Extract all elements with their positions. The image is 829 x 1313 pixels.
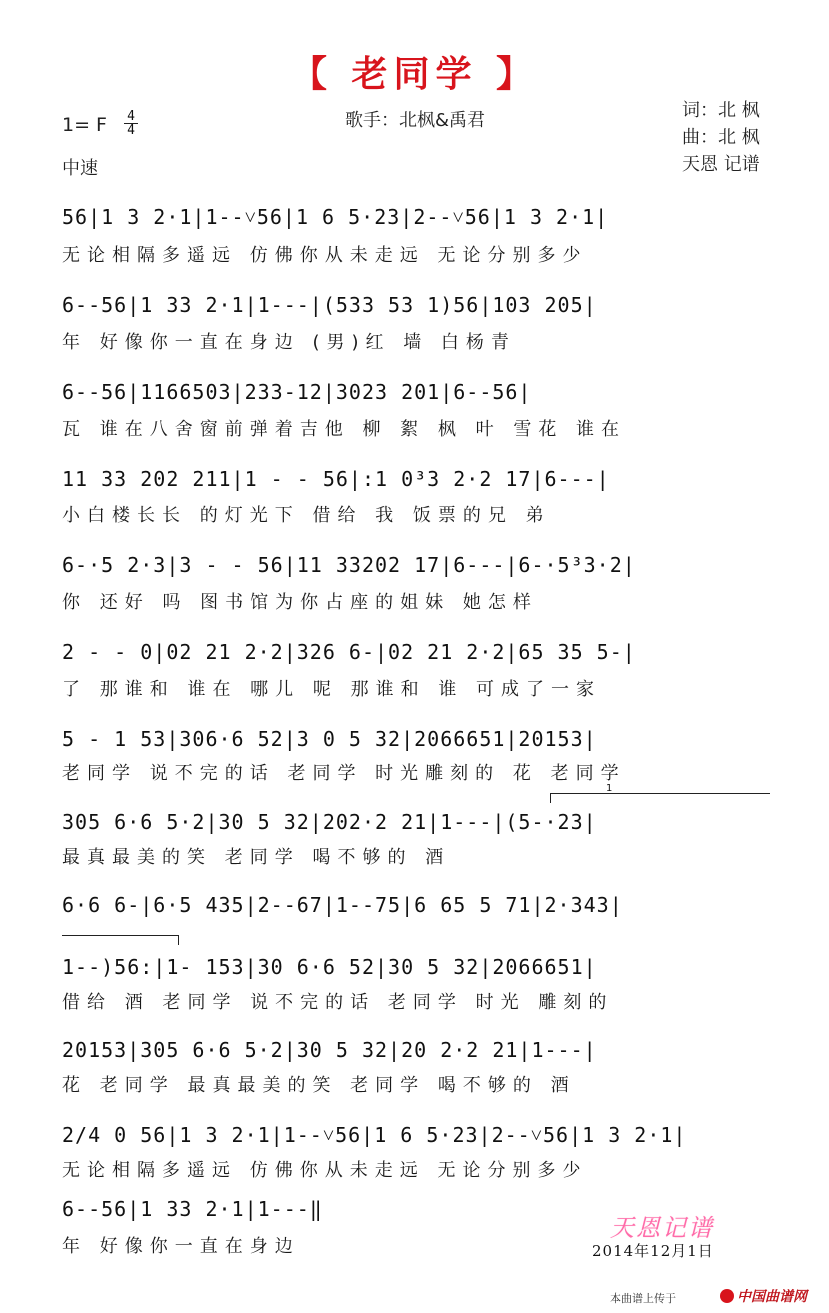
site-logo-icon xyxy=(720,1289,734,1303)
composer-credit: 曲：北 枫 xyxy=(682,127,760,148)
notation-line: 6--56|1166503|233-12|3023 201|6--56| xyxy=(62,380,532,404)
singer-credit: 歌手：北枫&禹君 xyxy=(345,110,486,131)
notation-line: 2 - - 0|02 21 2·2|326 6-|02 21 2·2|65 35 5-| xyxy=(62,640,636,664)
lyric-line: 最真最美的笑 老同学 喝不够的 酒 xyxy=(62,847,451,868)
key-signature: 1= F xyxy=(62,114,107,136)
volta-bracket xyxy=(550,793,770,794)
lyric-line: 小白楼长长 的灯光下 借给 我 饭票的兄 弟 xyxy=(62,505,551,526)
volta-bracket-tick xyxy=(550,793,551,803)
tempo-marking: 中速 xyxy=(62,158,98,179)
lyric-line: 你 还好 吗 图书馆为你占座的姐妹 她怎样 xyxy=(62,592,538,613)
notation-line: 11 33 202 211|1 - - 56|:1 0³3 2·2 17|6---| xyxy=(62,467,610,491)
lyric-line: 老同学 说不完的话 老同学 时光雕刻的 花 老同学 xyxy=(62,763,626,784)
notation-line: 56|1 3 2·1|1--˅56|1 6 5·23|2--˅56|1 3 2·1| xyxy=(62,205,609,229)
transcriber-credit: 天恩 记谱 xyxy=(682,154,760,175)
lyric-line: 借给 酒 老同学 说不完的话 老同学 时光 雕刻的 xyxy=(62,992,614,1013)
ending-bracket-tick xyxy=(178,935,179,945)
notation-line: 6--56|1 33 2·1|1---‖ xyxy=(62,1197,323,1221)
time-signature xyxy=(124,110,138,137)
time-signature-top: 4 xyxy=(124,110,138,124)
notation-line: 2/4 0 56|1 3 2·1|1--˅56|1 6 5·23|2--˅56|1 3 2·1| xyxy=(62,1123,687,1147)
notation-line: 305 6·6 5·2|30 5 32|202·2 21|1---|(5-·23| xyxy=(62,810,597,834)
lyric-line: 了 那谁和 谁在 哪儿 呢 那谁和 谁 可成了一家 xyxy=(62,679,602,700)
credits-block xyxy=(682,97,760,178)
time-signature-bottom: 4 xyxy=(127,123,135,138)
notation-line: 6-·5 2·3|3 - - 56|11 33202 17|6---|6-·5³3·2| xyxy=(62,553,636,577)
notation-line: 1--)56:|1- 153|30 6·6 52|30 5 32|2066651| xyxy=(62,955,597,979)
notation-line: 5 - 1 53|306·6 52|3 0 5 32|2066651|20153| xyxy=(62,727,597,751)
volta-number: 1 xyxy=(606,783,613,794)
site-logo[interactable] xyxy=(720,1286,807,1306)
lyricist-credit: 词：北 枫 xyxy=(682,100,760,121)
lyric-line: 瓦 谁在八舍窗前弹着吉他 柳 絮 枫 叶 雪花 谁在 xyxy=(62,419,627,440)
transcriber-stamp: 天恩记谱 xyxy=(610,1214,714,1242)
lyric-line: 年 好像你一直在身边 (男)红 墙 白杨青 xyxy=(62,332,516,353)
transcription-date: 2014年12月1日 xyxy=(592,1242,714,1260)
upload-note: 本曲谱上传于 xyxy=(610,1292,676,1305)
site-logo-name: 中国曲谱网 xyxy=(737,1289,807,1305)
lyric-line: 花 老同学 最真最美的笑 老同学 喝不够的 酒 xyxy=(62,1075,576,1096)
ending-bracket xyxy=(62,935,178,936)
lyric-line: 年 好像你一直在身边 xyxy=(62,1236,300,1257)
lyric-line: 无论相隔多遥远 仿佛你从未走远 无论分别多少 xyxy=(62,245,588,266)
notation-line: 20153|305 6·6 5·2|30 5 32|20 2·2 21|1---| xyxy=(62,1038,597,1062)
score-title: 【 老同学 】 xyxy=(290,54,539,95)
notation-line: 6·6 6-|6·5 435|2--67|1--75|6 65 5 71|2·343| xyxy=(62,893,623,917)
lyric-line: 无论相隔多遥远 仿佛你从未走远 无论分别多少 xyxy=(62,1160,588,1181)
notation-line: 6--56|1 33 2·1|1---|(533 53 1)56|103 205| xyxy=(62,293,597,317)
